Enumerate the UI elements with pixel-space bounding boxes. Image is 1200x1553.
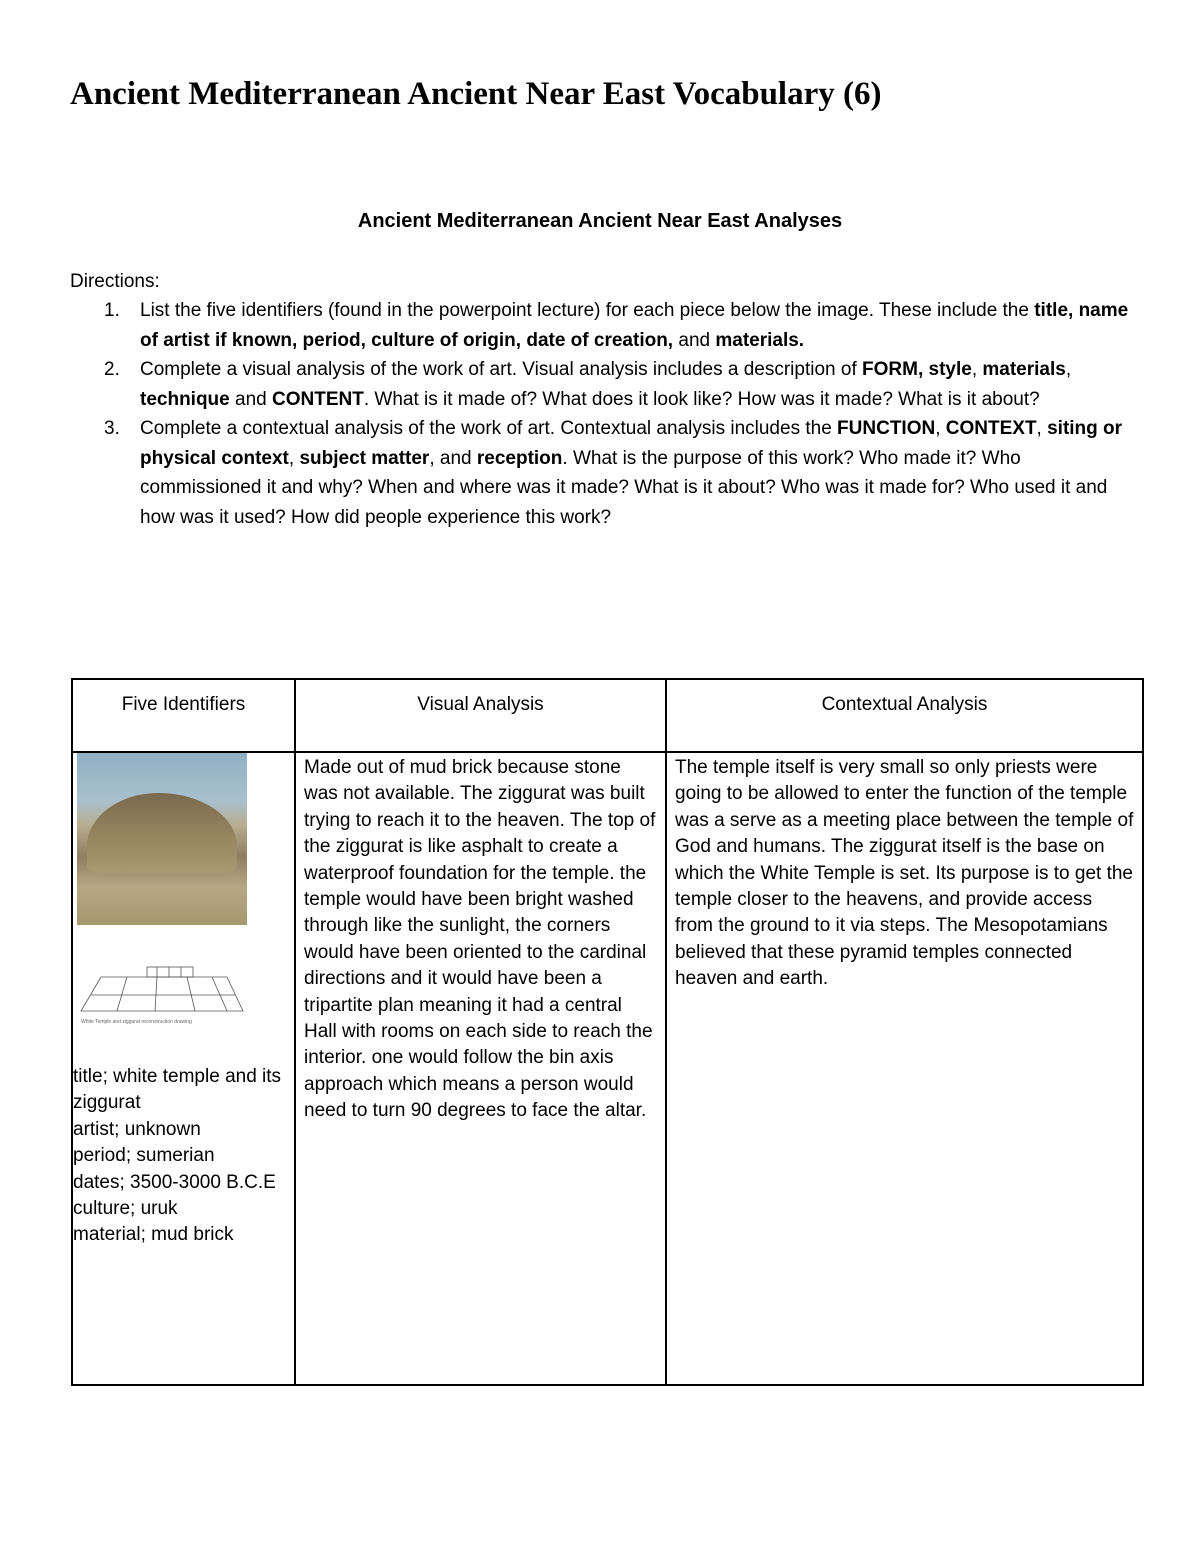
direction-number: 2. xyxy=(104,359,120,380)
header-five-identifiers: Five Identifiers xyxy=(72,679,295,752)
identifier-period: period; sumerian xyxy=(73,1145,215,1167)
identifier-material: material; mud brick xyxy=(73,1224,234,1246)
identifier-artist: artist; unknown xyxy=(73,1118,201,1140)
identifier-title: title; white temple and its ziggurat xyxy=(73,1066,282,1114)
ziggurat-mound-shape xyxy=(87,793,237,873)
document-title: Ancient Mediterranean Ancient Near East Vocabulary (6) xyxy=(70,76,882,112)
identifier-dates: dates; 3500-3000 B.C.E xyxy=(73,1171,276,1193)
direction-number: 3. xyxy=(104,418,120,439)
visual-analysis-cell xyxy=(295,752,666,1385)
ziggurat-photo xyxy=(77,753,247,925)
identifiers-list xyxy=(73,1064,294,1249)
contextual-analysis-text: The temple itself is very small so only priests were going to be allowed to enter the function of the temple was a serve as a meeting place between the temple of God and humans. The ziggurat itself is the base on which the White Temple is set. Its purpose is to get the temple closer to the heavens, and provide access from the ground to it via steps. The Mesopotamians believed that these pyramid temples connected heaven and earth. xyxy=(675,757,1134,990)
identifiers-cell xyxy=(72,752,295,1385)
visual-analysis-text: Made out of mud brick because stone was not available. The ziggurat was built trying to reach it to the heaven. The top of the ziggurat is like asphalt to create a waterproof foundation for the temple. the temple would have been bright washed through like the sunlight, the corners would have been oriented to the cardinal directions and it would have been a tripartite plan meaning it had a central Hall with rooms on each side to reach the interior. one would follow the bin axis approach which means a person would need to turn 90 degrees to face the altar. xyxy=(304,757,656,1122)
directions-list xyxy=(70,296,1130,532)
ziggurat-reconstruction-drawing xyxy=(77,965,247,1035)
direction-text: List the five identifiers (found in the powerpoint lecture) for each piece below the image. These include the title, name of artist if known, period, culture of origin, date of creation, and materials. xyxy=(140,300,1129,351)
direction-text: Complete a visual analysis of the work of art. Visual analysis includes a description of FORM, style, materials, technique and CONTENT. What is it made of? What does it look like? How was it made? What is it about? xyxy=(140,359,1072,410)
directions-label: Directions: xyxy=(70,271,160,292)
table-row xyxy=(72,752,1143,1385)
direction-text: Complete a contextual analysis of the work of art. Contextual analysis includes the FUNCTION, CONTEXT, siting or physical context, subject matter, and reception. What is the purpose of this work? Who made it? Who commissioned it and why? When and where was it made? What is it about? Who was it made for? Who used it and how was it used? How did people experience this work? xyxy=(140,418,1123,528)
direction-item xyxy=(70,296,1130,355)
drawing-caption: White Temple and ziggurat reconstruction drawing xyxy=(81,1019,192,1025)
header-visual-analysis: Visual Analysis xyxy=(295,679,666,752)
direction-item xyxy=(70,355,1130,414)
contextual-analysis-cell xyxy=(666,752,1143,1385)
direction-number: 1. xyxy=(104,300,120,321)
table-header-row xyxy=(72,679,1143,752)
analysis-table xyxy=(71,678,1144,1386)
section-title: Ancient Mediterranean Ancient Near East Analyses xyxy=(357,210,843,232)
header-contextual-analysis: Contextual Analysis xyxy=(666,679,1143,752)
identifier-culture: culture; uruk xyxy=(73,1198,178,1220)
direction-item xyxy=(70,414,1130,532)
